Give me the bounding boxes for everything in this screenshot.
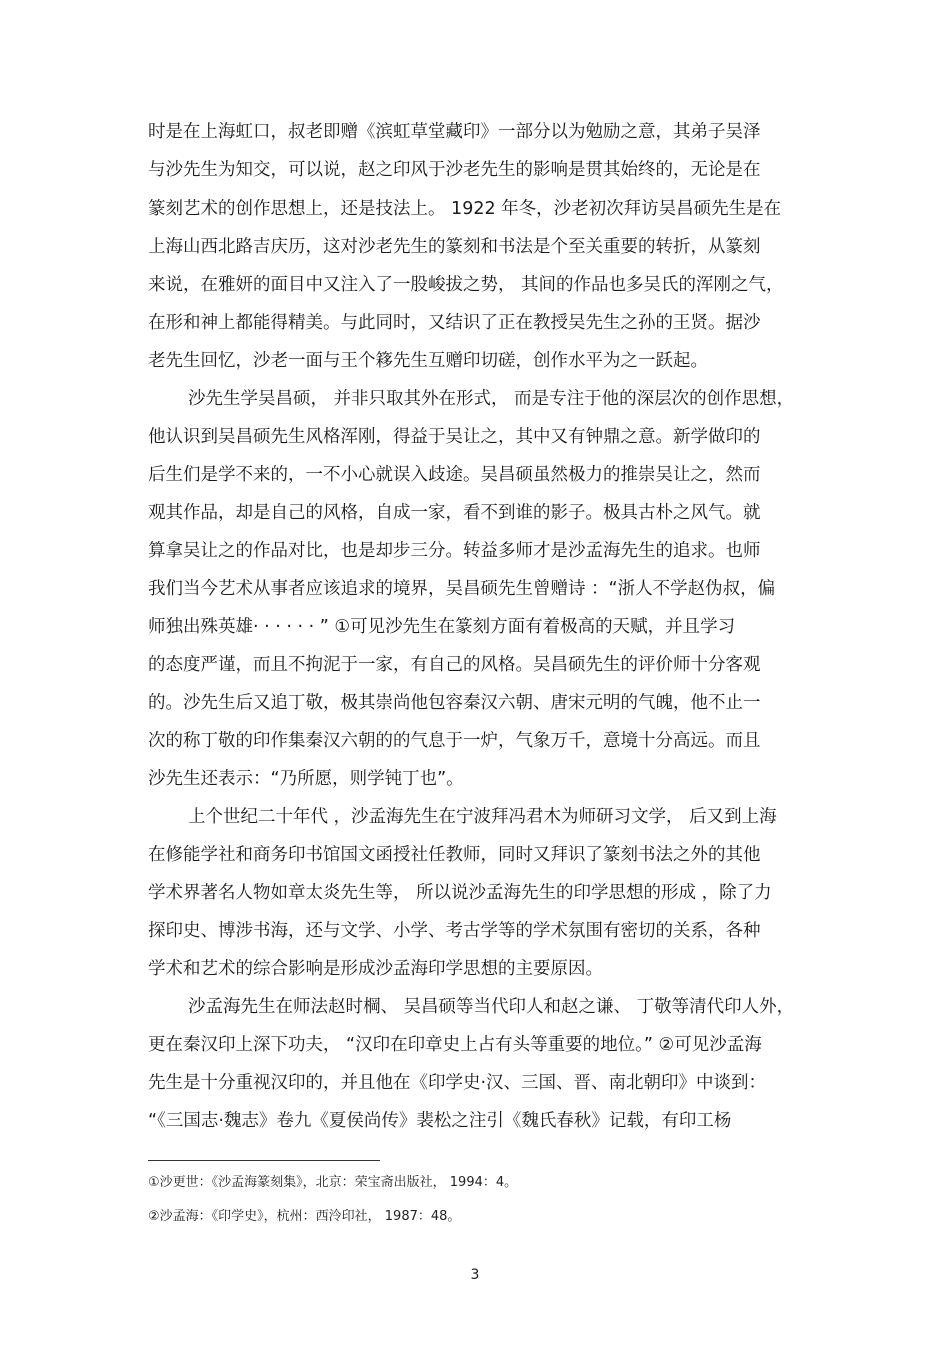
footnote: ①沙更世：《沙孟海篆刻集》，北京：荣宝斋出版社， 1994：4。 xyxy=(148,1175,518,1190)
body-line: 后生们是学不来的，一不小心就误入歧途。吴昌硕虽然极力的推崇吴让之，然而 xyxy=(148,465,761,485)
body-line: 学术和艺术的综合影响是形成沙孟海印学思想的主要原因。 xyxy=(148,959,603,979)
body-line: 师独出殊英雄· · · · · · ” ①可见沙先生在篆刻方面有着极高的天赋，并且学习 xyxy=(148,617,736,637)
body-line: 上海山西北路吉庆历，这对沙老先生的篆刻和书法是个至关重要的转折，从篆刻 xyxy=(148,237,761,257)
body-line: 学术界著名人物如章太炎先生等， 所以说沙孟海先生的印学思想的形成 ，除了力 xyxy=(148,883,772,903)
page-number: 3 xyxy=(470,1267,480,1283)
body-line: 与沙先生为知交，可以说，赵之印风于沙老先生的影响是贯其始终的，无论是在 xyxy=(148,160,761,180)
body-line: “《三国志·魏志》卷九《夏侯尚传》裴松之注引《魏氏春秋》记载，有印工杨 xyxy=(148,1111,732,1131)
body-line: 的。沙先生后又追丁敬，极其崇尚他包容秦汉六朝、唐宋元明的气魄，他不止一 xyxy=(148,693,761,713)
body-line: 来说，在雅妍的面目中又注入了一股峻拔之势， 其间的作品也多吴氏的浑刚之气， xyxy=(148,275,784,295)
body-line: 老先生回忆，沙老一面与王个簃先生互赠印切磋，创作水平为之一跃起。 xyxy=(148,351,708,371)
body-line: 他认识到吴昌硕先生风格浑刚，得益于吴让之，其中又有钟鼎之意。新学做印的 xyxy=(148,427,761,447)
body-line: 在修能学社和商务印书馆国文函授社任教师，同时又拜识了篆刻书法之外的其他 xyxy=(148,845,761,865)
body-line: 的态度严谨，而且不拘泥于一家，有自己的风格。吴昌硕先生的评价师十分客观 xyxy=(148,655,761,675)
footnote-divider xyxy=(148,1160,380,1161)
body-line: 上个世纪二十年代 ，沙孟海先生在宁波拜冯君木为师研习文学， 后又到上海 xyxy=(188,807,777,827)
body-line: 算拿吴让之的作品对比，也是却步三分。转益多师才是沙孟海先生的追求。也师 xyxy=(148,541,761,561)
body-line: 篆刻艺术的创作思想上，还是技法上。 1922 年冬，沙老初次拜访吴昌硕先生是在 xyxy=(148,199,782,219)
body-line: 时是在上海虹口，叔老即赠《滨虹草堂藏印》一部分以为勉励之意，其弟子吴泽 xyxy=(148,122,761,142)
body-line: 先生是十分重视汉印的，并且他在《印学史·汉、三国、晋、南北朝印》中谈到： xyxy=(148,1073,767,1093)
body-line: 沙先生还表示：“乃所愿，则学钝丁也”。 xyxy=(148,769,464,789)
body-line: 沙孟海先生在师法赵时棡、 吴昌硕等当代印人和赵之谦、 丁敬等清代印人外， xyxy=(188,997,795,1017)
footnote: ②沙孟海：《印学史》，杭州：西泠印社， 1987：48。 xyxy=(148,1209,461,1224)
body-line: 沙先生学吴昌硕， 并非只取其外在形式， 而是专注于他的深层次的创作思想， xyxy=(188,389,795,409)
body-line: 观其作品，却是自己的风格，自成一家，看不到谁的影子。极具古朴之风气。就 xyxy=(148,503,761,523)
body-line: 更在秦汉印上深下功夫， “汉印在印章史上占有头等重要的地位。” ②可见沙孟海 xyxy=(148,1035,762,1055)
body-line: 我们当今艺术从事者应该追求的境界，吴昌硕先生曾赠诗 ：“浙人不学赵伪叔，偏 xyxy=(148,579,776,599)
body-line: 在形和神上都能得精美。与此同时，又结识了正在教授吴先生之孙的王贤。据沙 xyxy=(148,313,761,333)
body-line: 次的称丁敬的印作集秦汉六朝的的气息于一炉，气象万千，意境十分高远。而且 xyxy=(148,731,761,751)
body-line: 探印史、博涉书海，还与文学、小学、考古学等的学术氛围有密切的关系，各种 xyxy=(148,921,761,941)
